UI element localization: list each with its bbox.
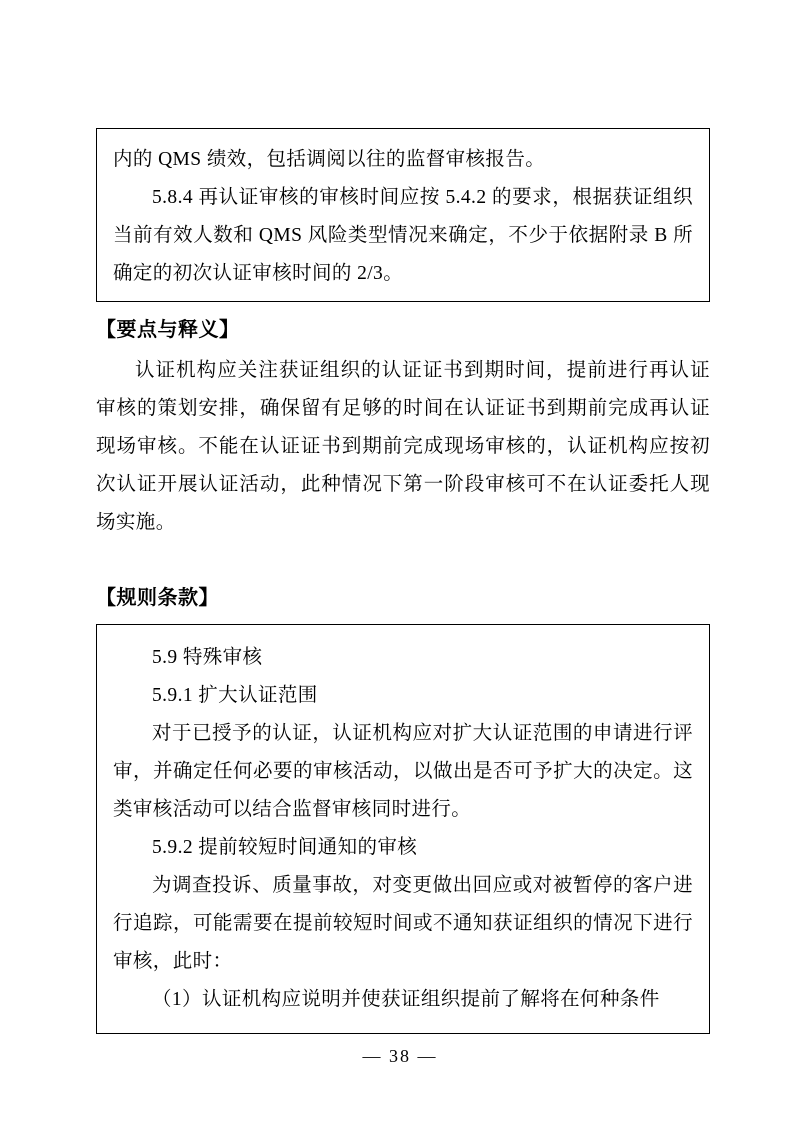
- rule-box-top: [96, 128, 710, 302]
- heading-rules: 【规则条款】: [96, 587, 219, 609]
- page-number: — 38 —: [362, 1046, 438, 1066]
- heading-key-points: 【要点与释义】: [96, 319, 240, 341]
- page-footer: [0, 1046, 800, 1067]
- rules-paragraph-2: 5.9.1 扩大认证范围: [152, 685, 318, 706]
- page-content: [96, 0, 710, 1034]
- rule-box-rules: [96, 624, 710, 1034]
- key-points-paragraph: 认证机构应关注获证组织的认证证书到期时间，提前进行再认证审核的策划安排，确保留有足够的时间在认证证书到期前完成再认证现场审核。不能在认证证书到期前完成现场审核的，认证机构应按初次认证开展认证活动，此种情况下第一阶段审核可不在认证委托人现场实施。: [96, 360, 710, 533]
- rules-paragraph-3: 对于已授予的认证，认证机构应对扩大认证范围的申请进行评审，并确定任何必要的审核活动，以做出是否可予扩大的决定。这类审核活动可以结合监督审核同时进行。: [113, 723, 693, 820]
- rules-paragraph-4: 5.9.2 提前较短时间通知的审核: [152, 837, 418, 858]
- rules-paragraph-6: （1）认证机构应说明并使获证组织提前了解将在何种条件: [152, 989, 660, 1010]
- rules-paragraph-5: 为调查投诉、质量事故，对变更做出回应或对被暂停的客户进行追踪，可能需要在提前较短时间或不通知获证组织的情况下进行审核，此时：: [113, 875, 693, 972]
- rules-paragraph-1: 5.9 特殊审核: [152, 647, 263, 668]
- top-box-paragraph-2: 5.8.4 再认证审核的审核时间应按 5.4.2 的要求，根据获证组织当前有效人数和 QMS 风险类型情况来确定，不少于依据附录 B 所确定的初次认证审核时间的 2/3。: [113, 187, 693, 284]
- top-box-paragraph-1: 内的 QMS 绩效，包括调阅以往的监督审核报告。: [113, 149, 546, 170]
